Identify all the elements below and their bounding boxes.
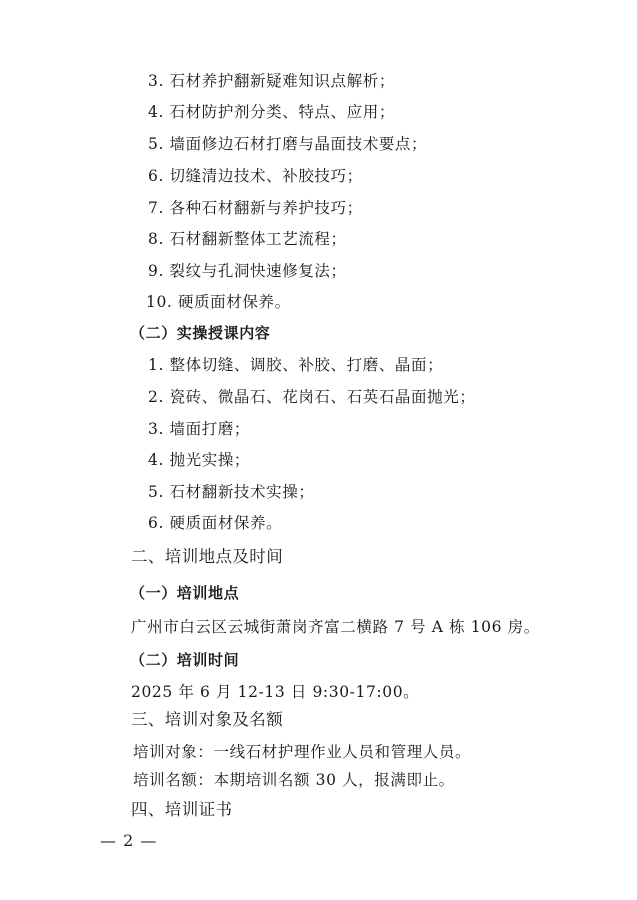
- section-4-heading: 四、培训证书: [131, 800, 233, 819]
- time-text: 2025 年 6 月 12-13 日 9:30-17:00。: [131, 683, 420, 701]
- quota-text: 培训名额：本期培训名额 30 人，报满即止。: [133, 771, 455, 789]
- theory-item-9: 9. 裂纹与孔洞快速修复法；: [148, 262, 347, 280]
- practical-item-3: 3. 墙面打磨；: [148, 420, 251, 438]
- theory-item-10: 10. 硬质面材保养。: [146, 293, 291, 311]
- theory-item-3: 3. 石材养护翻新疑难知识点解析；: [148, 72, 395, 90]
- theory-item-4: 4. 石材防护剂分类、特点、应用；: [148, 103, 395, 121]
- practical-item-1: 1. 整体切缝、调胶、补胶、打磨、晶面；: [148, 356, 444, 374]
- time-heading: （二）培训时间: [130, 651, 240, 669]
- page-number: — 2 —: [100, 831, 158, 850]
- location-heading: （一）培训地点: [130, 584, 240, 602]
- practical-item-5: 5. 石材翻新技术实操；: [148, 483, 315, 501]
- section-3-heading: 三、培训对象及名额: [131, 710, 284, 729]
- theory-item-8: 8. 石材翻新整体工艺流程；: [148, 230, 347, 248]
- theory-item-5: 5. 墙面修边石材打磨与晶面技术要点；: [148, 135, 428, 153]
- section-2-heading: 二、培训地点及时间: [131, 547, 284, 566]
- theory-item-7: 7. 各种石材翻新与养护技巧；: [148, 199, 363, 217]
- practical-heading: （二）实操授课内容: [130, 324, 271, 342]
- target-text: 培训对象：一线石材护理作业人员和管理人员。: [133, 743, 472, 761]
- practical-item-6: 6. 硬质面材保养。: [148, 514, 283, 532]
- practical-item-2: 2. 瓷砖、微晶石、花岗石、石英石晶面抛光；: [148, 388, 476, 406]
- practical-item-4: 4. 抛光实操；: [148, 451, 251, 469]
- theory-item-6: 6. 切缝清边技术、补胶技巧；: [148, 167, 363, 185]
- location-text: 广州市白云区云城街萧岗齐富二横路 7 号 A 栋 106 房。: [131, 618, 540, 636]
